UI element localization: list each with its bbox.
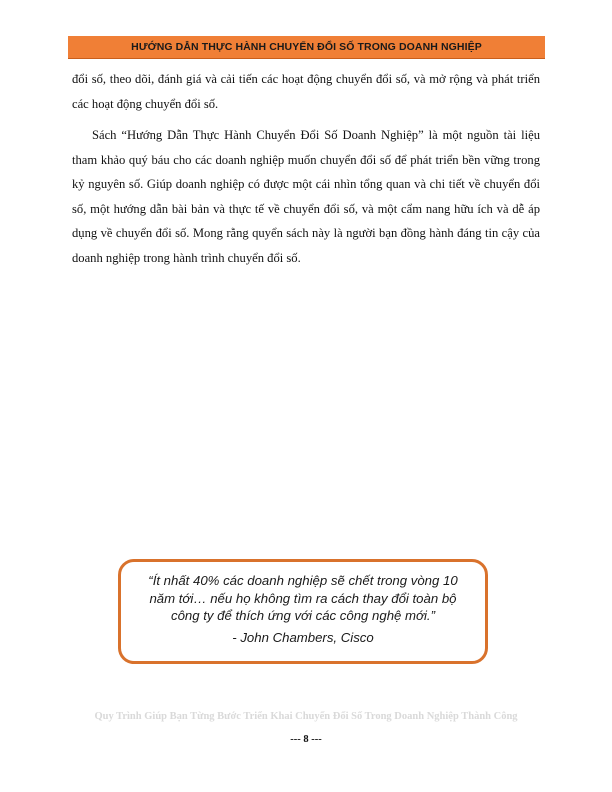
page-number: --- 8 --- [290, 734, 322, 745]
quote-box [118, 559, 488, 664]
body-paragraph-1: đổi số, theo dõi, đánh giá và cải tiến các hoạt động chuyển đổi số, và mở rộng và phát triển các hoạt động chuyển đổi số. [72, 72, 540, 111]
quote-text: “Ít nhất 40% các doanh nghiệp sẽ chết trong vòng 10 năm tới… nếu họ không tìm ra cách thay đổi toàn bộ công ty để thích ứng với các công nghệ mới.” [148, 573, 458, 624]
header-title: HƯỚNG DẪN THỰC HÀNH CHUYỂN ĐỔI SỐ TRONG DOANH NGHIỆP [131, 41, 482, 53]
body-paragraph-2: Sách “Hướng Dẫn Thực Hành Chuyển Đổi Số Doanh Nghiệp” là một nguồn tài liệu tham khảo quý báu cho các doanh nghiệp muốn chuyển đổi số để phát triển bền vững trong kỷ nguyên số. Giúp doanh nghiệp có được một cái nhìn tổng quan và chi tiết về chuyển đổi số, một hướng dẫn bài bản và thực tế về chuyển đổi số, và một cẩm nang hữu ích và dễ áp dụng về chuyển đổi số. Mong rằng quyển sách này là người bạn đồng hành đáng tin cậy của doanh nghiệp trong hành trình chuyển đổi số. [72, 128, 540, 265]
footer-text: Quy Trình Giúp Bạn Từng Bước Triển Khai Chuyển Đổi Số Trong Doanh Nghiệp Thành Công [94, 711, 518, 722]
header-bar [68, 36, 545, 59]
quote-author: - John Chambers, Cisco [232, 629, 374, 645]
